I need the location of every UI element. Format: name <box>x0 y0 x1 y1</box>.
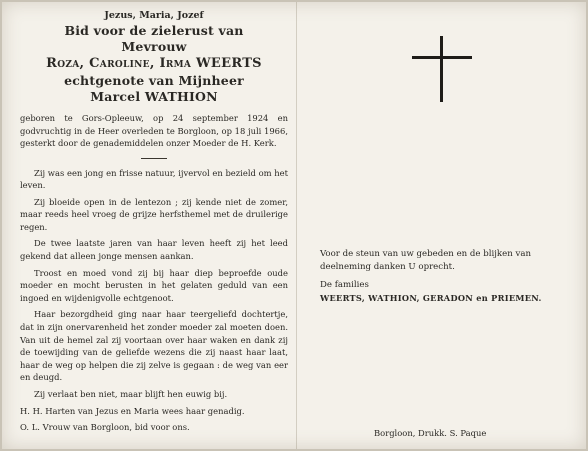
paragraph: De twee laatste jaren van haar leven heeft zij het leed gekend dat alleen jonge mensen aankan. <box>20 238 288 262</box>
families-names: WEERTS, WATHION, GERADON en PRIEMEN. <box>320 293 542 303</box>
paragraph: Troost en moed vond zij bij haar diep beproefde oude moeder en mocht berusten in het gelaten geduld van een ingoed en wijdenigvolle echtgenoot. <box>20 267 288 303</box>
thanks-text: Voor de steun van uw gebeden en de blijken van deelneming danken U oprecht. <box>320 249 531 272</box>
honorific: Mevrouw <box>121 39 187 54</box>
salutation: Jezus, Maria, Jozef <box>104 10 204 21</box>
paragraph: Haar bezorgdheid ging naar haar teergeliefd dochtertje, dat in zijn onervarenheid het zonder moeder zal moeten doen. Van uit de hemel zal zij voortaan over haar waken en dank zij de toewijding van de geliefde wezens die zij naast haar laat, haar de weg op helpen die zij zelve is gegaan : de weg van eer en deugd. <box>20 309 288 383</box>
spouse-name: Marcel WATHION <box>90 89 218 104</box>
left-panel <box>20 10 288 438</box>
separator-dash <box>141 158 167 159</box>
prayer-line: O. L. Vrouw van Borgloon, bid voor ons. <box>20 422 190 433</box>
deceased-name: Roza, Caroline, Irma WEERTS <box>46 56 262 71</box>
printer-credit: Borgloon, Drukk. S. Paque <box>374 428 487 438</box>
right-panel <box>308 2 578 449</box>
memorial-card <box>2 2 586 449</box>
body-text <box>20 167 288 434</box>
prayer-title: Bid voor de zielerust van <box>64 23 244 38</box>
spouse-line: echtgenote van Mijnheer <box>64 73 244 88</box>
prayer-line: H. H. Harten van Jezus en Maria wees haar genadig. <box>20 405 245 416</box>
paragraph: Zij verlaat ben niet, maar blijft hen euwig bij. <box>34 389 228 399</box>
paragraph: Zij was een jong en frisse natuur, ijvervol en bezield om het leven. <box>20 167 288 191</box>
card-fold <box>296 2 297 449</box>
cross-icon <box>412 36 472 102</box>
families-label: De families <box>320 280 369 290</box>
paragraph: Zij bloeide open in de lentezon ; zij kende niet de zomer, maar reeds heel vroeg de grijze herfsthemel met de druilerige regen. <box>20 196 288 232</box>
intro-text: geboren te Gors-Opleeuw, op 24 september 1924 en godvruchtig in de Heer overleden te Borgloon, op 18 juli 1966, gesterkt door de genademiddelen onzer Moeder de H. Kerk. <box>20 113 288 148</box>
